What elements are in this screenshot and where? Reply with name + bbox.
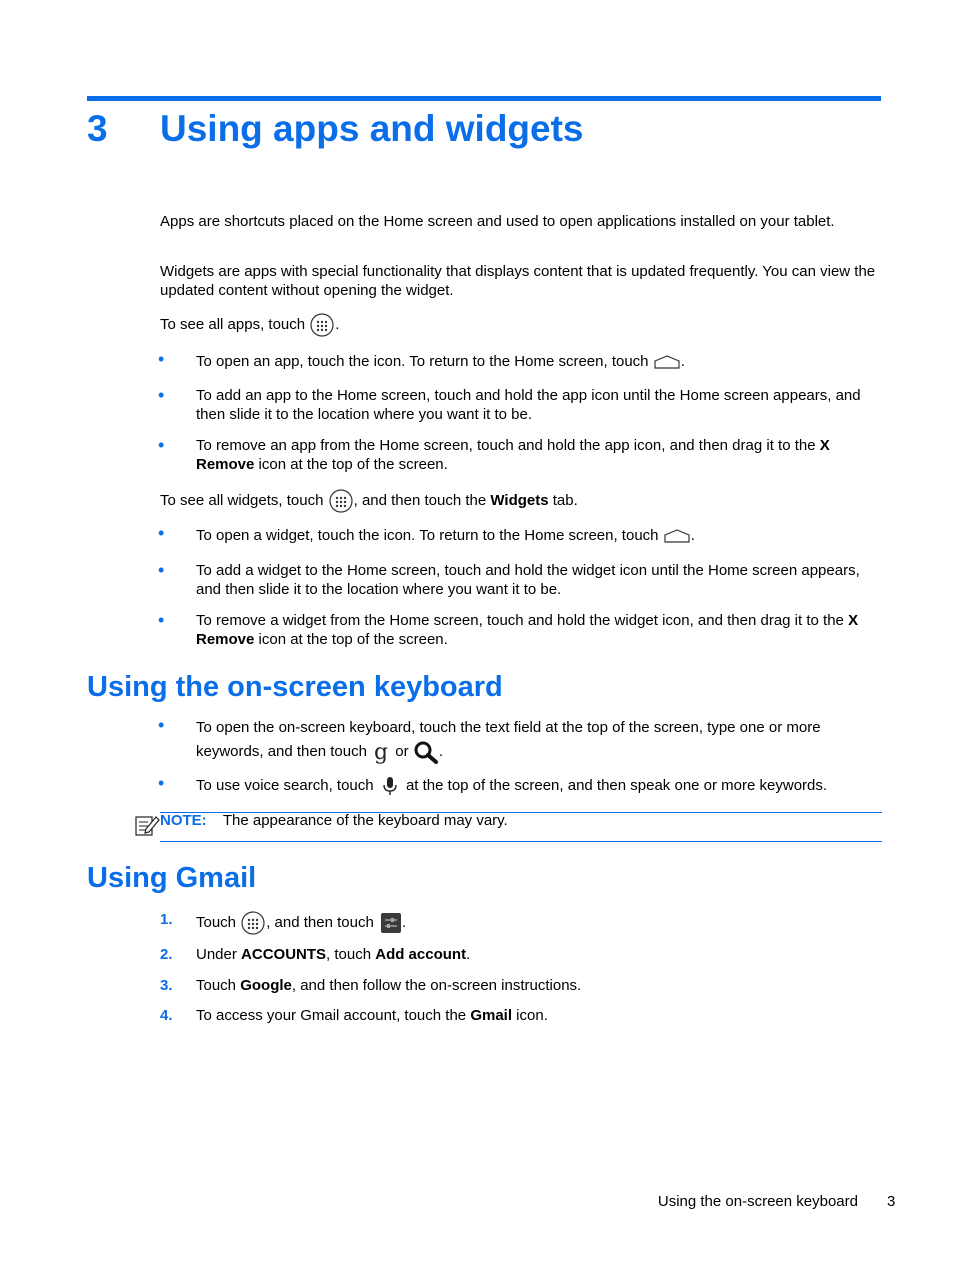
note-text: The appearance of the keyboard may vary.: [222, 812, 508, 829]
note-label: NOTE:: [160, 812, 207, 829]
bullet-icon: •: [158, 773, 165, 793]
settings-icon: [380, 912, 402, 934]
list-item: To add a widget to the Home screen, touch and hold the widget icon until the Home screen appears, and then slide it to the location where you want it to be.: [196, 562, 860, 598]
list-item: To open the on-screen keyboard, touch the text field at the top of the screen, type one or more keywords, and then touch g or .: [196, 719, 821, 765]
bullet-icon: •: [158, 610, 165, 630]
list-item: To open a widget, touch the icon. To return to the Home screen, touch .: [196, 527, 695, 544]
step-number: 2.: [160, 946, 173, 963]
list-item: To open an app, touch the icon. To return to the Home screen, touch .: [196, 353, 685, 370]
see-all-widgets-line: To see all widgets, touch , and then touch the Widgets tab.: [160, 489, 882, 513]
magnifier-icon: [413, 740, 439, 764]
all-apps-icon: [309, 313, 335, 337]
list-item: To use voice search, touch at the top of the screen, and then speak one or more keywords.: [196, 776, 882, 796]
list-item: Touch Google, and then follow the on-screen instructions.: [196, 977, 582, 994]
section-heading-keyboard: Using the on-screen keyboard: [87, 671, 503, 703]
all-apps-icon: [328, 489, 354, 513]
bullet-icon: •: [158, 385, 165, 405]
see-all-apps-line: To see all apps, touch .: [160, 313, 882, 337]
list-item: Under ACCOUNTS, touch Add account.: [196, 946, 471, 963]
chapter-number: 3: [87, 108, 108, 149]
microphone-icon: [382, 776, 398, 796]
bullet-icon: •: [158, 349, 165, 369]
home-icon: [653, 355, 681, 369]
list-item: To remove a widget from the Home screen, touch and hold the widget icon, and then drag it to the X Remove icon at the top of the screen.: [196, 612, 859, 648]
bullet-icon: •: [158, 715, 165, 735]
chapter-rule: [87, 96, 881, 101]
bullet-icon: •: [158, 523, 165, 543]
step-number: 3.: [160, 977, 173, 994]
bullet-icon: •: [158, 560, 165, 580]
chapter-title: Using apps and widgets: [160, 108, 584, 149]
list-item: To remove an app from the Home screen, touch and hold the app icon, and then drag it to the X Remove icon at the top of the screen.: [196, 437, 830, 473]
note-bottom-rule: [160, 841, 882, 842]
bullet-icon: •: [158, 435, 165, 455]
home-icon: [663, 529, 691, 543]
step-number: 1.: [160, 911, 173, 928]
step-number: 4.: [160, 1007, 173, 1024]
note-line: [160, 811, 882, 830]
svg-text:g: g: [374, 740, 389, 765]
intro-paragraph-apps: Apps are shortcuts placed on the Home screen and used to open applications installed on your tablet.: [160, 213, 835, 230]
list-item: Touch , and then touch .: [196, 911, 882, 935]
footer-section-title: Using the on-screen keyboard: [657, 1193, 858, 1210]
list-item: To access your Gmail account, touch the Gmail icon.: [196, 1007, 548, 1024]
page-number: 3: [887, 1193, 896, 1210]
section-heading-gmail: Using Gmail: [87, 862, 257, 894]
intro-paragraph-widgets: Widgets are apps with special functionality that displays content that is updated frequently. You can view the updated content without opening the widget.: [160, 263, 876, 299]
list-item: To add an app to the Home screen, touch and hold the app icon until the Home screen appears, and then slide it to the location where you want it to be.: [196, 387, 861, 423]
note-icon: [134, 813, 160, 842]
google-search-icon: [371, 739, 391, 765]
all-apps-icon: [240, 911, 266, 935]
